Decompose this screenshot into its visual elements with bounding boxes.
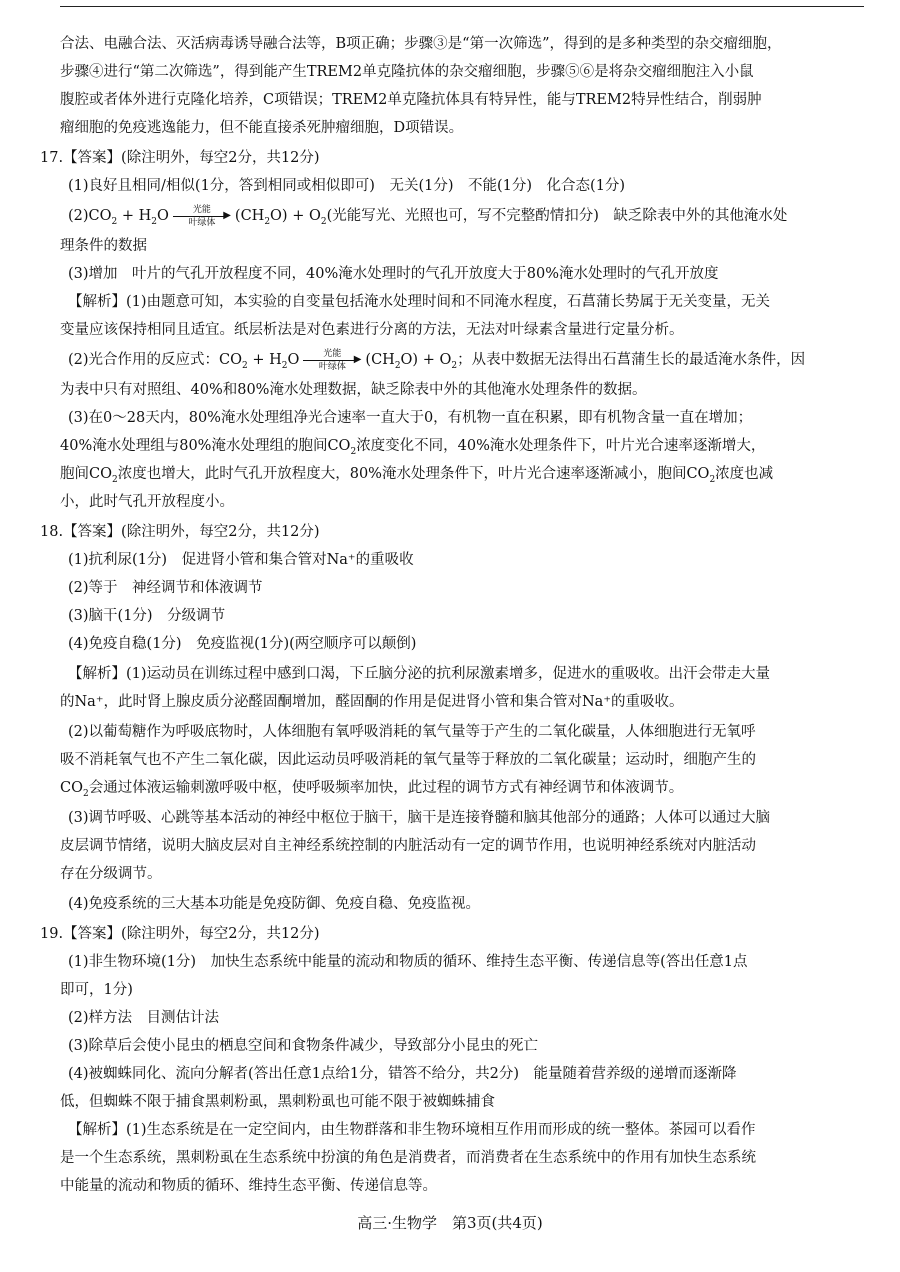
- text-line: 即可，1分): [60, 982, 133, 998]
- text-line: 的Na⁺，此时肾上腺皮质分泌醛固酮增加，醛固酮的作用是促进肾小管和集合管对Na⁺的重吸收。: [60, 694, 684, 710]
- text-line: 40%淹水处理组与80%淹水处理组的胞间$CO_2$浓度变化不同，40%淹水处理条件下，叶片光合速率逐渐增大，: [60, 438, 766, 457]
- text-line: $CO_2$会通过体液运输刺激呼吸中枢，使呼吸频率加快，此过程的调节方式有神经调节和体液调节。: [60, 780, 684, 799]
- q17-analysis-3: (3)在0～28天内，80%淹水处理组净光合速率一直大于0，有机物一直在积累，即有机物含量一直在增加；: [68, 410, 753, 426]
- text-line: 合法、电融合法、灭活病毒诱导融合法等，B项正确；步骤③是“第一次筛选”，得到的是多种类型的杂交瘤细胞，: [60, 36, 782, 52]
- text-line: 小，此时气孔开放程度小。: [60, 494, 234, 510]
- q18-analysis-1: 【解析】(1)运动员在训练过程中感到口渴，下丘脑分泌的抗利尿激素增多，促进水的重吸收。出汗会带走大量: [68, 666, 771, 682]
- q17-analysis-1: 【解析】(1)由题意可知，本实验的自变量包括淹水处理时间和不同淹水程度，石菖蒲长势属于无关变量，无关: [68, 294, 771, 310]
- reaction-arrow: 光能 ▶ 叶绿体: [173, 206, 231, 226]
- q17-answer-1: (1)良好且相同/相似(1分，答到相同或相似即可) 无关(1分) 不能(1分) 化合态(1分): [68, 178, 626, 194]
- q19-answer-2: (2)样方法 目测估计法: [68, 1010, 220, 1026]
- q18-answer-heading: 18.【答案】(除注明外，每空2分，共12分): [40, 524, 320, 540]
- q19-answer-4: (4)被蜘蛛同化、流向分解者(答出任意1点给1分，错答不给分，共2分) 能量随着营养级的递增而逐渐降: [68, 1066, 737, 1082]
- text-line: 腹腔或者体外进行克隆化培养，C项错误；TREM2单克隆抗体具有特异性，能与TREM2特异性结合，削弱肿: [60, 92, 762, 108]
- reaction-arrow: 光能 ▶ 叶绿体: [303, 350, 361, 370]
- text-line: 中能量的流动和物质的循环、维持生态平衡、传递信息等。: [60, 1178, 437, 1194]
- q19-answer-3: (3)除草后会使小昆虫的栖息空间和食物条件减少，导致部分小昆虫的死亡: [68, 1038, 539, 1054]
- text-line: 为表中只有对照组、40%和80%淹水处理数据，缺乏除表中外的其他淹水处理条件的数据。: [60, 382, 647, 398]
- q19-answer-heading: 19.【答案】(除注明外，每空2分，共12分): [40, 926, 320, 942]
- q19-analysis-1: 【解析】(1)生态系统是在一定空间内，由生物群落和非生物环境相互作用而形成的统一整体。茶园可以看作: [68, 1122, 756, 1138]
- q18-answer-1: (1)抗利尿(1分) 促进肾小管和集合管对Na⁺的重吸收: [68, 552, 414, 568]
- text-line: 变量应该保持相同且适宜。纸层析法是对色素进行分离的方法，无法对叶绿素含量进行定量分析。: [60, 322, 684, 338]
- top-rule: [60, 6, 864, 7]
- text-line: 步骤④进行“第二次筛选”，得到能产生TREM2单克隆抗体的杂交瘤细胞，步骤⑤⑥是将杂交瘤细胞注入小鼠: [60, 64, 754, 80]
- text-line: 存在分级调节。: [60, 866, 162, 882]
- q19-answer-1: (1)非生物环境(1分) 加快生态系统中能量的流动和物质的循环、维持生态平衡、传递信息等(答出任意1点: [68, 954, 748, 970]
- q18-analysis-2: (2)以葡萄糖作为呼吸底物时，人体细胞有氧呼吸消耗的氧气量等于产生的二氧化碳量，人体细胞进行无氧呼: [68, 724, 756, 740]
- q18-answer-4: (4)免疫自稳(1分) 免疫监视(1分)(两空顺序可以颠倒): [68, 636, 417, 652]
- q18-answer-3: (3)脑干(1分) 分级调节: [68, 608, 226, 624]
- text-line: 皮层调节情绪，说明大脑皮层对自主神经系统控制的内脏活动有一定的调节作用，也说明神经系统对内脏活动: [60, 838, 756, 854]
- text-line: 吸不消耗氧气也不产生二氧化碳，因此运动员呼吸消耗的氧气量等于释放的二氧化碳量；运动时，细胞产生的: [60, 752, 756, 768]
- text-line: 胞间$CO_2$浓度也增大，此时气孔开放程度大，80%淹水处理条件下，叶片光合速率逐渐减小，胞间$CO_2$浓度也减: [60, 466, 774, 485]
- q18-analysis-3: (3)调节呼吸、心跳等基本活动的神经中枢位于脑干，脑干是连接脊髓和脑其他部分的通路；人体可以通过大脑: [68, 810, 771, 826]
- q17-analysis-2-equation: (2)光合作用的反应式：$CO_2 + H_2O$ 光能 ▶ 叶绿体 $(CH_2O) + O_2$；从表中数据无法得出石菖蒲生长的最适淹水条件，因: [68, 349, 806, 372]
- q17-answer-2-equation: $(2)CO_2 + H_2O$ 光能 ▶ 叶绿体 $(CH_2O) + O_2$(光能写光、光照也可，写不完整酌情扣分) 缺乏除表中外的其他淹水处: [68, 205, 788, 228]
- text-line: 是一个生态系统，黑刺粉虱在生态系统中扮演的角色是消费者，而消费者在生态系统中的作用有加快生态系统: [60, 1150, 756, 1166]
- text-line: 低，但蜘蛛不限于捕食黑刺粉虱，黑刺粉虱也可能不限于被蜘蛛捕食: [60, 1094, 495, 1110]
- q17-answer-3: (3)增加 叶片的气孔开放程度不同，40%淹水处理时的气孔开放度大于80%淹水处理时的气孔开放度: [68, 266, 719, 282]
- q18-analysis-4: (4)免疫系统的三大基本功能是免疫防御、免疫自稳、免疫监视。: [68, 896, 481, 912]
- text-line: 理条件的数据: [60, 238, 147, 254]
- text-line: 瘤细胞的免疫逃逸能力，但不能直接杀死肿瘤细胞，D项错误。: [60, 120, 464, 136]
- page-footer: 高三·生物学 第3页(共4页): [357, 1214, 543, 1232]
- q17-answer-heading: 17.【答案】(除注明外，每空2分，共12分): [40, 150, 320, 166]
- q18-answer-2: (2)等于 神经调节和体液调节: [68, 580, 263, 596]
